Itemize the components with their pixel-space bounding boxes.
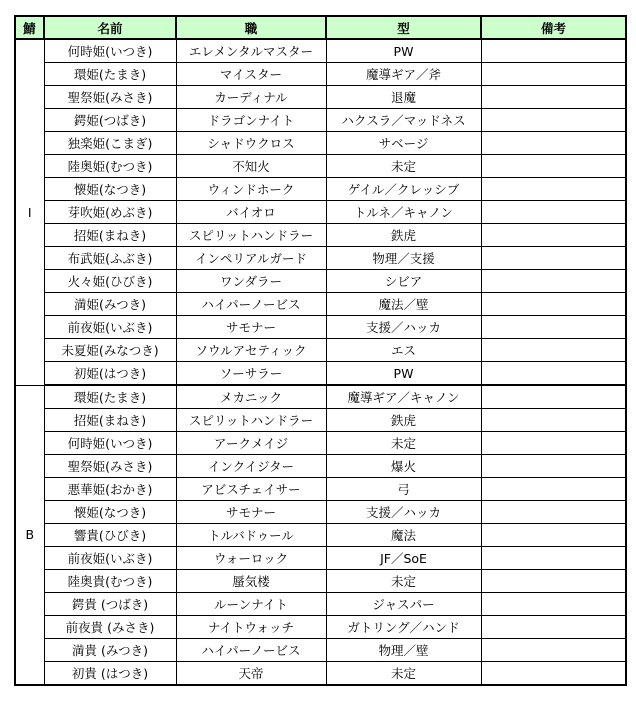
name-cell: 何時姫(いつき) [44, 39, 176, 63]
note-cell [481, 316, 626, 339]
type-cell: 魔法／壁 [326, 293, 481, 316]
type-cell: PW [326, 39, 481, 63]
job-cell: バイオロ [176, 201, 326, 224]
note-cell [481, 201, 626, 224]
type-cell: ゲイル／クレッシブ [326, 178, 481, 201]
type-cell: 魔法 [326, 524, 481, 547]
table-row [15, 270, 626, 293]
name-cell: 芽吹姫(めぶき) [44, 201, 176, 224]
type-cell: 未定 [326, 155, 481, 178]
header-type: 型 [326, 16, 481, 39]
table-row [15, 201, 626, 224]
name-cell: 何時姫(いつき) [44, 432, 176, 455]
name-cell: 聖祭姫(みさき) [44, 86, 176, 109]
name-cell: 聖祭姫(みさき) [44, 455, 176, 478]
name-cell: 悪華姫(おかき) [44, 478, 176, 501]
job-cell: 不知火 [176, 155, 326, 178]
job-cell: ワンダラー [176, 270, 326, 293]
table-row [15, 501, 626, 524]
name-cell: 鍔姫(つばき) [44, 109, 176, 132]
job-cell: メカニック [176, 385, 326, 409]
table-row [15, 247, 626, 270]
note-cell [481, 63, 626, 86]
table-row [15, 409, 626, 432]
type-cell: 支援／ハッカ [326, 501, 481, 524]
table-row [15, 293, 626, 316]
type-cell: 弓 [326, 478, 481, 501]
name-cell: 初貴 (はつき) [44, 662, 176, 686]
job-cell: ソーサラー [176, 362, 326, 386]
type-cell: JF／SoE [326, 547, 481, 570]
job-cell: カーディナル [176, 86, 326, 109]
note-cell [481, 155, 626, 178]
note-cell [481, 109, 626, 132]
table-row [15, 224, 626, 247]
guild-group-label: I [15, 39, 44, 385]
note-cell [481, 570, 626, 593]
header-guild: 鯖 [15, 16, 44, 39]
table-row [15, 478, 626, 501]
note-cell [481, 247, 626, 270]
job-cell: ハイパーノービス [176, 639, 326, 662]
name-cell: 未夏姫(みなつき) [44, 339, 176, 362]
job-cell: インクイジター [176, 455, 326, 478]
type-cell: ハクスラ／マッドネス [326, 109, 481, 132]
job-cell: スピリットハンドラー [176, 224, 326, 247]
note-cell [481, 178, 626, 201]
table-row [15, 570, 626, 593]
note-cell [481, 224, 626, 247]
table-row [15, 547, 626, 570]
type-cell: 支援／ハッカ [326, 316, 481, 339]
table-row [15, 639, 626, 662]
job-cell: 天帝 [176, 662, 326, 686]
job-cell: ルーンナイト [176, 593, 326, 616]
guild-group-label: B [15, 385, 44, 685]
type-cell: PW [326, 362, 481, 386]
name-cell: 環姫(たまき) [44, 63, 176, 86]
name-cell: 懐姫(なつき) [44, 178, 176, 201]
note-cell [481, 385, 626, 409]
name-cell: 陸奥貴(むつき) [44, 570, 176, 593]
job-cell: マイスター [176, 63, 326, 86]
note-cell [481, 39, 626, 63]
job-cell: ウォーロック [176, 547, 326, 570]
table-row [15, 132, 626, 155]
name-cell: 響貴(ひびき) [44, 524, 176, 547]
name-cell: 招姫(まねき) [44, 409, 176, 432]
type-cell: 鉄虎 [326, 224, 481, 247]
note-cell [481, 86, 626, 109]
job-cell: ハイパーノービス [176, 293, 326, 316]
type-cell: 未定 [326, 432, 481, 455]
type-cell: シビア [326, 270, 481, 293]
job-cell: アークメイジ [176, 432, 326, 455]
table-row [15, 385, 626, 409]
table-row [15, 432, 626, 455]
type-cell: 未定 [326, 662, 481, 686]
type-cell: 物理／壁 [326, 639, 481, 662]
header-job: 職 [176, 16, 326, 39]
job-cell: エレメンタルマスター [176, 39, 326, 63]
note-cell [481, 478, 626, 501]
type-cell: トルネ／キャノン [326, 201, 481, 224]
job-cell: アビスチェイサー [176, 478, 326, 501]
note-cell [481, 362, 626, 386]
table-row [15, 339, 626, 362]
table-row [15, 86, 626, 109]
type-cell: エス [326, 339, 481, 362]
name-cell: 招姫(まねき) [44, 224, 176, 247]
type-cell: 鉄虎 [326, 409, 481, 432]
table-body [15, 39, 626, 685]
header-note: 備考 [481, 16, 626, 39]
header-name: 名前 [44, 16, 176, 39]
job-cell: スピリットハンドラー [176, 409, 326, 432]
note-cell [481, 270, 626, 293]
job-cell: サモナー [176, 501, 326, 524]
table-row [15, 524, 626, 547]
type-cell: 退魔 [326, 86, 481, 109]
table-row [15, 39, 626, 63]
table-row [15, 155, 626, 178]
table-row [15, 63, 626, 86]
job-cell: インペリアルガード [176, 247, 326, 270]
header-row [15, 16, 626, 39]
type-cell: 爆火 [326, 455, 481, 478]
note-cell [481, 547, 626, 570]
table-row [15, 593, 626, 616]
table-row [15, 455, 626, 478]
name-cell: 初姫(はつき) [44, 362, 176, 386]
type-cell: 未定 [326, 570, 481, 593]
name-cell: 鍔貴 (つばき) [44, 593, 176, 616]
note-cell [481, 409, 626, 432]
name-cell: 陸奥姫(むつき) [44, 155, 176, 178]
note-cell [481, 662, 626, 686]
name-cell: 懐姫(なつき) [44, 501, 176, 524]
name-cell: 満姫(みつき) [44, 293, 176, 316]
table-row [15, 178, 626, 201]
name-cell: 前夜姫(いぶき) [44, 547, 176, 570]
note-cell [481, 293, 626, 316]
job-cell: トルバドゥール [176, 524, 326, 547]
job-cell: ウィンドホーク [176, 178, 326, 201]
name-cell: 環姫(たまき) [44, 385, 176, 409]
job-cell: シャドウクロス [176, 132, 326, 155]
name-cell: 独楽姫(こまぎ) [44, 132, 176, 155]
type-cell: ジャスパー [326, 593, 481, 616]
type-cell: 物理／支援 [326, 247, 481, 270]
job-cell: サモナー [176, 316, 326, 339]
type-cell: 魔導ギア／キャノン [326, 385, 481, 409]
job-cell: ドラゴンナイト [176, 109, 326, 132]
note-cell [481, 501, 626, 524]
job-cell: ソウルアセティック [176, 339, 326, 362]
note-cell [481, 616, 626, 639]
note-cell [481, 132, 626, 155]
name-cell: 前夜姫(いぶき) [44, 316, 176, 339]
table-row [15, 662, 626, 686]
name-cell: 火々姫(ひびき) [44, 270, 176, 293]
table-row [15, 316, 626, 339]
type-cell: 魔導ギア／斧 [326, 63, 481, 86]
table-row [15, 362, 626, 386]
note-cell [481, 639, 626, 662]
job-cell: ナイトウォッチ [176, 616, 326, 639]
job-cell: 蜃気楼 [176, 570, 326, 593]
table-row [15, 616, 626, 639]
type-cell: サベージ [326, 132, 481, 155]
name-cell: 布武姫(ふぶき) [44, 247, 176, 270]
note-cell [481, 432, 626, 455]
note-cell [481, 593, 626, 616]
note-cell [481, 455, 626, 478]
name-cell: 前夜貴 (みさき) [44, 616, 176, 639]
type-cell: ガトリング／ハンド [326, 616, 481, 639]
name-cell: 満貴 (みつき) [44, 639, 176, 662]
note-cell [481, 524, 626, 547]
table-row [15, 109, 626, 132]
note-cell [481, 339, 626, 362]
character-table [14, 15, 627, 686]
